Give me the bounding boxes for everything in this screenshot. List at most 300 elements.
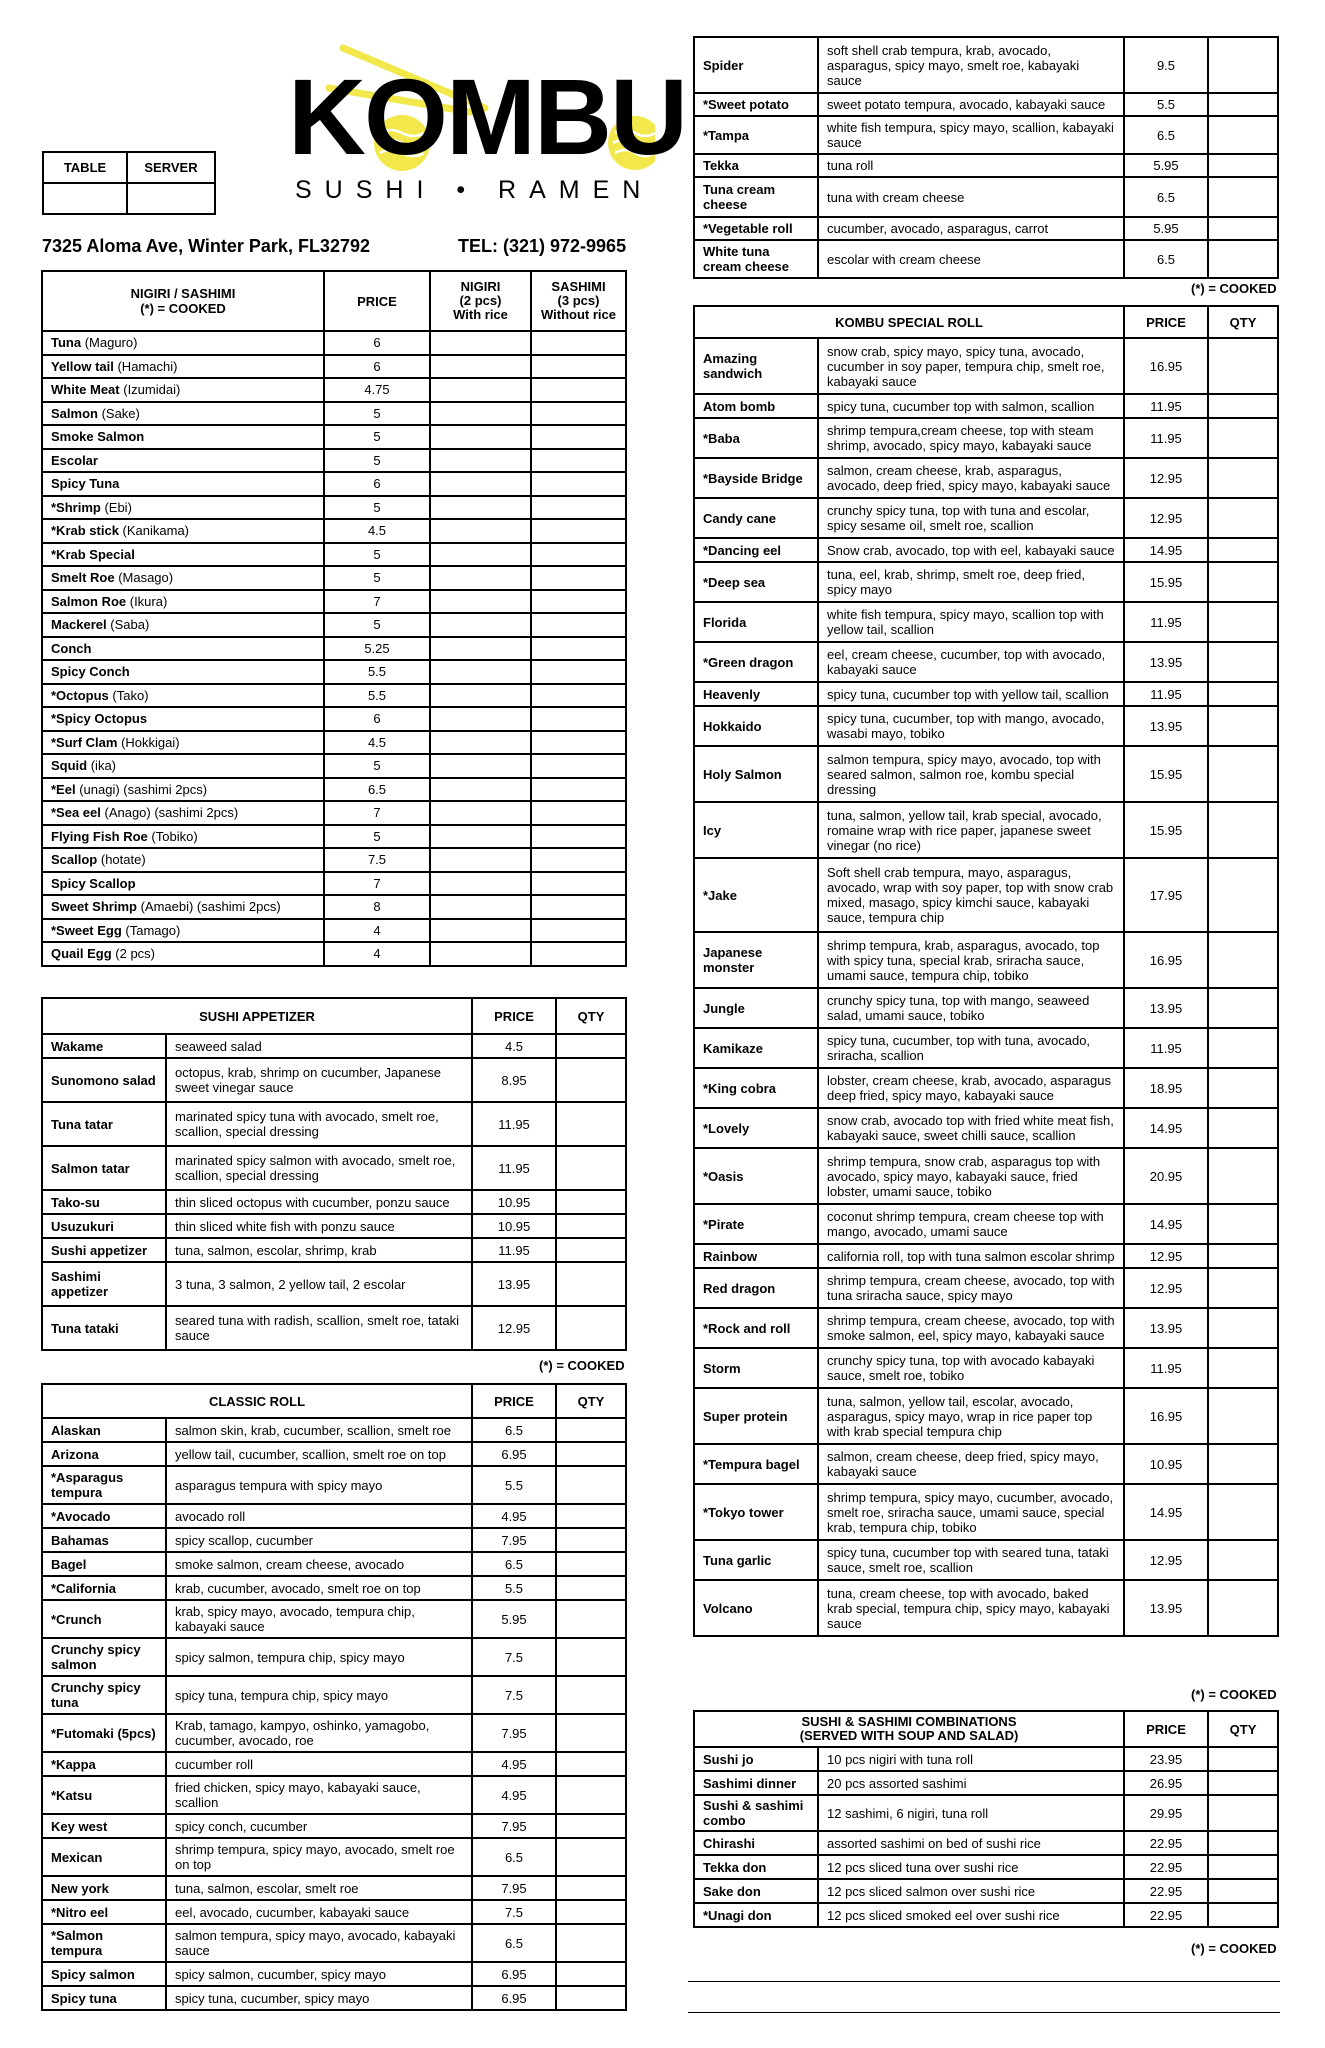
- item-description: crunchy spicy tuna, top with mango, seaweed salad, umami sauce, tobiko: [818, 988, 1124, 1028]
- qty-cell[interactable]: [1208, 1795, 1278, 1831]
- qty-cell[interactable]: [1208, 602, 1278, 642]
- sashimi-qty-cell[interactable]: [531, 660, 626, 684]
- item-name-cell: [42, 543, 324, 567]
- table-row: [694, 858, 1278, 932]
- item-name: Bagel: [42, 1552, 166, 1576]
- table-row: [694, 1540, 1278, 1580]
- qty-cell[interactable]: [1208, 1108, 1278, 1148]
- item-description: spicy salmon, tempura chip, spicy mayo: [166, 1638, 472, 1676]
- table-row: [694, 642, 1278, 682]
- table-row: [694, 932, 1278, 988]
- item-price: 11.95: [472, 1146, 556, 1190]
- item-name: Conch: [51, 640, 92, 656]
- qty-cell[interactable]: [556, 1306, 626, 1350]
- item-price: 6.5: [1124, 116, 1208, 154]
- item-price: 5: [324, 425, 430, 449]
- qty-cell[interactable]: [1208, 154, 1278, 177]
- qty-cell[interactable]: [1208, 1903, 1278, 1927]
- item-note: (Saba): [106, 617, 150, 633]
- item-name: *Futomaki (5pcs): [42, 1714, 166, 1752]
- qty-cell[interactable]: [1208, 177, 1278, 217]
- qty-cell[interactable]: [1208, 1444, 1278, 1484]
- item-name: *Tempura bagel: [694, 1444, 818, 1484]
- qty-cell[interactable]: [1208, 1244, 1278, 1268]
- item-name: White Meat: [51, 382, 120, 398]
- qty-cell[interactable]: [556, 1962, 626, 1986]
- table-row: [694, 682, 1278, 706]
- item-description: spicy tuna, cucumber, spicy mayo: [166, 1986, 472, 2010]
- table-row: [42, 496, 626, 520]
- item-note: (Kanikama): [118, 523, 189, 539]
- qty-cell[interactable]: [1208, 1068, 1278, 1108]
- item-price: 9.5: [1124, 37, 1208, 93]
- item-description: spicy tuna, cucumber, top with mango, avocado, wasabi mayo, tobiko: [818, 706, 1124, 746]
- item-description: shrimp tempura, snow crab, asparagus top with avocado, spicy mayo, kabayaki sauce, fried lobster, umami sauce, tobiko: [818, 1148, 1124, 1204]
- sashimi-qty-cell[interactable]: [531, 472, 626, 496]
- qty-cell[interactable]: [1208, 988, 1278, 1028]
- sashimi-qty-cell[interactable]: [531, 355, 626, 379]
- sashimi-qty-cell[interactable]: [531, 731, 626, 755]
- item-note: (Tobiko): [147, 828, 198, 844]
- sashimi-qty-cell[interactable]: [531, 801, 626, 825]
- qty-cell[interactable]: [556, 1262, 626, 1306]
- nigiri-qty-cell[interactable]: [430, 895, 531, 919]
- item-price: 4.95: [472, 1752, 556, 1776]
- table-row: [42, 1552, 626, 1576]
- qty-cell[interactable]: [556, 1504, 626, 1528]
- qty-cell[interactable]: [556, 1876, 626, 1900]
- qty-cell[interactable]: [1208, 1028, 1278, 1068]
- nigiri-qty-cell[interactable]: [430, 355, 531, 379]
- qty-cell[interactable]: [1208, 858, 1278, 932]
- item-name-cell: [42, 919, 324, 943]
- item-name: Tuna tataki: [42, 1306, 166, 1350]
- item-name: Volcano: [694, 1580, 818, 1636]
- item-description: salmon tempura, spicy mayo, avocado, kabayaki sauce: [166, 1924, 472, 1962]
- item-name: *Tokyo tower: [694, 1484, 818, 1540]
- item-description: tuna with cream cheese: [818, 177, 1124, 217]
- nigiri-qty-cell[interactable]: [430, 684, 531, 708]
- nigiri-qty-cell[interactable]: [430, 942, 531, 966]
- special-title-header: KOMBU SPECIAL ROLL: [694, 306, 1124, 338]
- nigiri-qty-cell[interactable]: [430, 919, 531, 943]
- qty-cell[interactable]: [556, 1676, 626, 1714]
- item-name: Scallop: [51, 852, 98, 868]
- table-row: [42, 1752, 626, 1776]
- item-description: Snow crab, avocado, top with eel, kabayaki sauce: [818, 538, 1124, 562]
- qty-cell[interactable]: [1208, 1268, 1278, 1308]
- table-row: [42, 895, 626, 919]
- qty-cell[interactable]: [1208, 682, 1278, 706]
- item-name: *Jake: [694, 858, 818, 932]
- item-name: Sushi appetizer: [42, 1238, 166, 1262]
- sashimi-qty-cell[interactable]: [531, 590, 626, 614]
- item-description: tuna roll: [818, 154, 1124, 177]
- sashimi-qty-cell[interactable]: [531, 825, 626, 849]
- item-price: 5.5: [1124, 93, 1208, 116]
- qty-cell[interactable]: [556, 1528, 626, 1552]
- qty-cell[interactable]: [1208, 37, 1278, 93]
- nigiri-qty-cell[interactable]: [430, 331, 531, 355]
- item-description: krab, cucumber, avocado, smelt roe on top: [166, 1576, 472, 1600]
- qty-cell[interactable]: [1208, 746, 1278, 802]
- item-name: Tuna: [51, 335, 82, 351]
- classic-roll-table-continued: [693, 36, 1279, 279]
- item-note: (unagi) (sashimi 2pcs): [75, 781, 208, 797]
- qty-cell[interactable]: [1208, 932, 1278, 988]
- table-row: [42, 1238, 626, 1262]
- nigiri-qty-cell[interactable]: [430, 825, 531, 849]
- table-row: [42, 1676, 626, 1714]
- sashimi-qty-cell[interactable]: [531, 402, 626, 426]
- item-note: (Maguro): [81, 335, 138, 351]
- price-header: PRICE: [324, 271, 430, 331]
- table-entry[interactable]: [43, 183, 127, 214]
- qty-cell[interactable]: [556, 1986, 626, 2010]
- item-name: Tuna cream cheese: [694, 177, 818, 217]
- sashimi-qty-cell[interactable]: [531, 543, 626, 567]
- item-description: crunchy spicy tuna, top with avocado kabayaki sauce, smelt roe, tobiko: [818, 1348, 1124, 1388]
- qty-cell[interactable]: [556, 1238, 626, 1262]
- item-note: (Sake): [97, 405, 140, 421]
- item-description: 20 pcs assorted sashimi: [818, 1771, 1124, 1795]
- qty-cell[interactable]: [556, 1442, 626, 1466]
- table-row: [42, 1442, 626, 1466]
- item-price: 7: [324, 801, 430, 825]
- sashimi-qty-cell[interactable]: [531, 378, 626, 402]
- nigiri-qty-cell[interactable]: [430, 378, 531, 402]
- item-price: 17.95: [1124, 858, 1208, 932]
- item-description: snow crab, spicy mayo, spicy tuna, avocado, cucumber in soy paper, tempura chip, smelt roe, kabayaki sauce: [818, 338, 1124, 394]
- qty-cell[interactable]: [1208, 1388, 1278, 1444]
- qty-cell[interactable]: [556, 1900, 626, 1924]
- qty-cell[interactable]: [1208, 706, 1278, 746]
- nigiri-qty-cell[interactable]: [430, 778, 531, 802]
- item-name: *Octopus: [51, 687, 109, 703]
- item-price: 12.95: [472, 1306, 556, 1350]
- qty-cell[interactable]: [1208, 802, 1278, 858]
- nigiri-qty-cell[interactable]: [430, 425, 531, 449]
- table-row: [42, 1900, 626, 1924]
- item-name-cell: [42, 613, 324, 637]
- nigiri-sashimi-table: [41, 270, 627, 967]
- sashimi-qty-cell[interactable]: [531, 942, 626, 966]
- item-name: Atom bomb: [694, 394, 818, 418]
- item-description: avocado roll: [166, 1504, 472, 1528]
- item-name: Sashimi dinner: [694, 1771, 818, 1795]
- item-description: salmon, cream cheese, krab, asparagus, avocado, deep fried, spicy mayo, kabayaki sauce: [818, 458, 1124, 498]
- sashimi-qty-cell[interactable]: [531, 919, 626, 943]
- nigiri-qty-cell[interactable]: [430, 449, 531, 473]
- item-price: 11.95: [1124, 1028, 1208, 1068]
- qty-cell[interactable]: [1208, 1348, 1278, 1388]
- table-row: [42, 425, 626, 449]
- table-row: [42, 613, 626, 637]
- sashimi-qty-cell[interactable]: [531, 684, 626, 708]
- item-description: eel, avocado, cucumber, kabayaki sauce: [166, 1900, 472, 1924]
- item-name: Sake don: [694, 1879, 818, 1903]
- item-price: 5: [324, 754, 430, 778]
- qty-cell[interactable]: [1208, 538, 1278, 562]
- item-name: Tekka: [694, 154, 818, 177]
- item-name: *Pirate: [694, 1204, 818, 1244]
- sashimi-qty-cell[interactable]: [531, 449, 626, 473]
- table-row: [694, 1268, 1278, 1308]
- classic-title-header: CLASSIC ROLL: [42, 1384, 472, 1418]
- nigiri-qty-cell[interactable]: [430, 519, 531, 543]
- item-note: (Tamago): [121, 922, 181, 938]
- table-row: [42, 566, 626, 590]
- item-description: snow crab, avocado top with fried white meat fish, kabayaki sauce, sweet chilli sauce, scallion: [818, 1108, 1124, 1148]
- item-name: Key west: [42, 1814, 166, 1838]
- table-row: [694, 1388, 1278, 1444]
- item-price: 11.95: [1124, 1348, 1208, 1388]
- qty-header: QTY: [556, 998, 626, 1034]
- item-price: 10.95: [472, 1214, 556, 1238]
- item-name-cell: [42, 707, 324, 731]
- item-price: 6.5: [1124, 177, 1208, 217]
- item-name-cell: [42, 425, 324, 449]
- nigiri-qty-cell[interactable]: [430, 472, 531, 496]
- qty-cell[interactable]: [1208, 1204, 1278, 1244]
- item-price: 13.95: [1124, 1580, 1208, 1636]
- qty-cell[interactable]: [556, 1714, 626, 1752]
- table-row: [694, 458, 1278, 498]
- item-name: Salmon tatar: [42, 1146, 166, 1190]
- item-price: 6.95: [472, 1986, 556, 2010]
- table-row: [694, 1308, 1278, 1348]
- item-note: (Tako): [108, 687, 149, 703]
- item-description: spicy tuna, cucumber top with salmon, scallion: [818, 394, 1124, 418]
- item-description: shrimp tempura, cream cheese, avocado, top with tuna sriracha sauce, spicy mayo: [818, 1268, 1124, 1308]
- item-name: *Deep sea: [694, 562, 818, 602]
- item-name: *Baba: [694, 418, 818, 458]
- nigiri-qty-cell[interactable]: [430, 731, 531, 755]
- item-description: salmon skin, krab, cucumber, scallion, smelt roe: [166, 1418, 472, 1442]
- sashimi-qty-cell[interactable]: [531, 754, 626, 778]
- qty-cell[interactable]: [1208, 562, 1278, 602]
- item-description: shrimp tempura, krab, asparagus, avocado, top with spicy tuna, special krab, sriracha sauce, umami sauce, tempura chip, tobiko: [818, 932, 1124, 988]
- nigiri-qty-cell[interactable]: [430, 801, 531, 825]
- qty-cell[interactable]: [556, 1466, 626, 1504]
- qty-cell[interactable]: [1208, 1771, 1278, 1795]
- qty-cell[interactable]: [556, 1576, 626, 1600]
- nigiri-qty-cell[interactable]: [430, 637, 531, 661]
- qty-cell[interactable]: [1208, 93, 1278, 116]
- item-description: 12 pcs sliced smoked eel over sushi rice: [818, 1903, 1124, 1927]
- item-price: 5: [324, 825, 430, 849]
- item-note: (Ebi): [100, 499, 132, 515]
- item-description: smoke salmon, cream cheese, avocado: [166, 1552, 472, 1576]
- server-entry[interactable]: [127, 183, 215, 214]
- nigiri-qty-cell[interactable]: [430, 590, 531, 614]
- item-name: *Tampa: [694, 116, 818, 154]
- table-row: [694, 1879, 1278, 1903]
- nigiri-qty-cell[interactable]: [430, 543, 531, 567]
- qty-cell[interactable]: [1208, 1308, 1278, 1348]
- sashimi-qty-cell[interactable]: [531, 637, 626, 661]
- item-price: 5.5: [324, 684, 430, 708]
- sashimi-qty-cell[interactable]: [531, 707, 626, 731]
- qty-cell[interactable]: [556, 1814, 626, 1838]
- item-price: 13.95: [472, 1262, 556, 1306]
- table-row: [694, 1580, 1278, 1636]
- item-name: *Avocado: [42, 1504, 166, 1528]
- table-row: [42, 942, 626, 966]
- item-name-cell: [42, 684, 324, 708]
- nigiri-qty-cell[interactable]: [430, 660, 531, 684]
- item-name: *California: [42, 1576, 166, 1600]
- sashimi-qty-cell[interactable]: [531, 778, 626, 802]
- item-description: salmon tempura, spicy mayo, avocado, top with seared salmon, salmon roe, kombu special dressing: [818, 746, 1124, 802]
- qty-cell[interactable]: [556, 1600, 626, 1638]
- qty-cell[interactable]: [1208, 1540, 1278, 1580]
- qty-cell[interactable]: [1208, 240, 1278, 278]
- qty-cell[interactable]: [1208, 217, 1278, 240]
- qty-cell[interactable]: [556, 1190, 626, 1214]
- table-row: [42, 378, 626, 402]
- table-row: [42, 355, 626, 379]
- item-price: 5: [324, 613, 430, 637]
- qty-cell[interactable]: [556, 1102, 626, 1146]
- qty-cell[interactable]: [556, 1752, 626, 1776]
- item-name: *Spicy Octopus: [51, 711, 148, 727]
- table-row: [42, 1528, 626, 1552]
- nigiri-qty-cell[interactable]: [430, 566, 531, 590]
- table-row: [694, 1148, 1278, 1204]
- item-name: Sushi jo: [694, 1747, 818, 1771]
- item-price: 6.5: [472, 1552, 556, 1576]
- sashimi-qty-cell[interactable]: [531, 519, 626, 543]
- table-row: [694, 177, 1278, 217]
- item-price: 14.95: [1124, 1484, 1208, 1540]
- qty-cell[interactable]: [1208, 1831, 1278, 1855]
- item-price: 6: [324, 472, 430, 496]
- qty-cell[interactable]: [556, 1034, 626, 1058]
- item-description: white fish tempura, spicy mayo, scallion top with yellow tail, scallion: [818, 602, 1124, 642]
- item-price: 11.95: [1124, 602, 1208, 642]
- item-name: *Asparagus tempura: [42, 1466, 166, 1504]
- item-price: 4.95: [472, 1504, 556, 1528]
- item-name: Spicy Conch: [51, 664, 130, 680]
- item-price: 6.5: [472, 1924, 556, 1962]
- qty-cell[interactable]: [1208, 1148, 1278, 1204]
- qty-cell[interactable]: [556, 1924, 626, 1962]
- nigiri-qty-cell[interactable]: [430, 848, 531, 872]
- qty-cell[interactable]: [556, 1838, 626, 1876]
- item-name: Salmon: [51, 405, 98, 421]
- sashimi-qty-cell[interactable]: [531, 613, 626, 637]
- item-price: 6.5: [472, 1838, 556, 1876]
- sashimi-qty-cell[interactable]: [531, 895, 626, 919]
- item-price: 7.95: [472, 1714, 556, 1752]
- item-name: Kamikaze: [694, 1028, 818, 1068]
- sashimi-qty-cell[interactable]: [531, 331, 626, 355]
- nigiri-qty-cell[interactable]: [430, 754, 531, 778]
- item-name: Mackerel: [51, 617, 107, 633]
- qty-cell[interactable]: [1208, 394, 1278, 418]
- item-price: 12.95: [1124, 1540, 1208, 1580]
- item-price: 7.95: [472, 1814, 556, 1838]
- table-row: [42, 1576, 626, 1600]
- sashimi-count-header: SASHIMI (3 pcs) Without rice: [531, 271, 626, 331]
- nigiri-qty-cell[interactable]: [430, 872, 531, 896]
- sashimi-qty-cell[interactable]: [531, 425, 626, 449]
- item-price: 22.95: [1124, 1879, 1208, 1903]
- item-price: 4.5: [324, 731, 430, 755]
- nigiri-qty-cell[interactable]: [430, 496, 531, 520]
- nigiri-qty-cell[interactable]: [430, 613, 531, 637]
- qty-cell[interactable]: [1208, 338, 1278, 394]
- qty-cell[interactable]: [556, 1214, 626, 1238]
- sashimi-qty-cell[interactable]: [531, 872, 626, 896]
- item-price: 6: [324, 355, 430, 379]
- table-row: [694, 988, 1278, 1028]
- table-row: [42, 1034, 626, 1058]
- qty-cell[interactable]: [1208, 1484, 1278, 1540]
- item-description: spicy tuna, cucumber, top with tuna, avocado, sriracha, scallion: [818, 1028, 1124, 1068]
- qty-cell[interactable]: [556, 1638, 626, 1676]
- qty-cell[interactable]: [556, 1776, 626, 1814]
- table-row: [42, 778, 626, 802]
- table-row: [42, 543, 626, 567]
- sashimi-qty-cell[interactable]: [531, 496, 626, 520]
- item-note: (Hokkigai): [117, 734, 180, 750]
- qty-cell[interactable]: [556, 1146, 626, 1190]
- qty-cell[interactable]: [1208, 642, 1278, 682]
- qty-cell[interactable]: [1208, 458, 1278, 498]
- qty-cell[interactable]: [1208, 498, 1278, 538]
- item-name: *Rock and roll: [694, 1308, 818, 1348]
- item-name: *Lovely: [694, 1108, 818, 1148]
- table-row: [694, 746, 1278, 802]
- nigiri-qty-cell[interactable]: [430, 707, 531, 731]
- qty-cell[interactable]: [556, 1058, 626, 1102]
- qty-cell[interactable]: [1208, 1747, 1278, 1771]
- table-row: [42, 848, 626, 872]
- item-name: Tuna tatar: [42, 1102, 166, 1146]
- qty-cell[interactable]: [1208, 1879, 1278, 1903]
- item-price: 15.95: [1124, 802, 1208, 858]
- item-description: crunchy spicy tuna, top with tuna and escolar, spicy sesame oil, smelt roe, scallion: [818, 498, 1124, 538]
- qty-cell[interactable]: [1208, 418, 1278, 458]
- qty-cell[interactable]: [1208, 116, 1278, 154]
- nigiri-qty-cell[interactable]: [430, 402, 531, 426]
- item-price: 11.95: [472, 1238, 556, 1262]
- qty-cell[interactable]: [556, 1418, 626, 1442]
- item-name-cell: [42, 331, 324, 355]
- table-row: [42, 801, 626, 825]
- item-description: 3 tuna, 3 salmon, 2 yellow tail, 2 escolar: [166, 1262, 472, 1306]
- item-description: thin sliced octopus with cucumber, ponzu sauce: [166, 1190, 472, 1214]
- item-name: Amazing sandwich: [694, 338, 818, 394]
- item-price: 12.95: [1124, 498, 1208, 538]
- qty-cell[interactable]: [556, 1552, 626, 1576]
- sashimi-qty-cell[interactable]: [531, 566, 626, 590]
- item-price: 10.95: [472, 1190, 556, 1214]
- item-name: Yellow tail: [51, 358, 114, 374]
- table-row: [42, 1190, 626, 1214]
- item-name-cell: [42, 590, 324, 614]
- item-price: 7.95: [472, 1876, 556, 1900]
- item-price: 6.95: [472, 1442, 556, 1466]
- sashimi-qty-cell[interactable]: [531, 848, 626, 872]
- qty-header: QTY: [1208, 1711, 1278, 1747]
- table-row: [694, 116, 1278, 154]
- qty-cell[interactable]: [1208, 1855, 1278, 1879]
- qty-cell[interactable]: [1208, 1580, 1278, 1636]
- item-description: 12 pcs sliced salmon over sushi rice: [818, 1879, 1124, 1903]
